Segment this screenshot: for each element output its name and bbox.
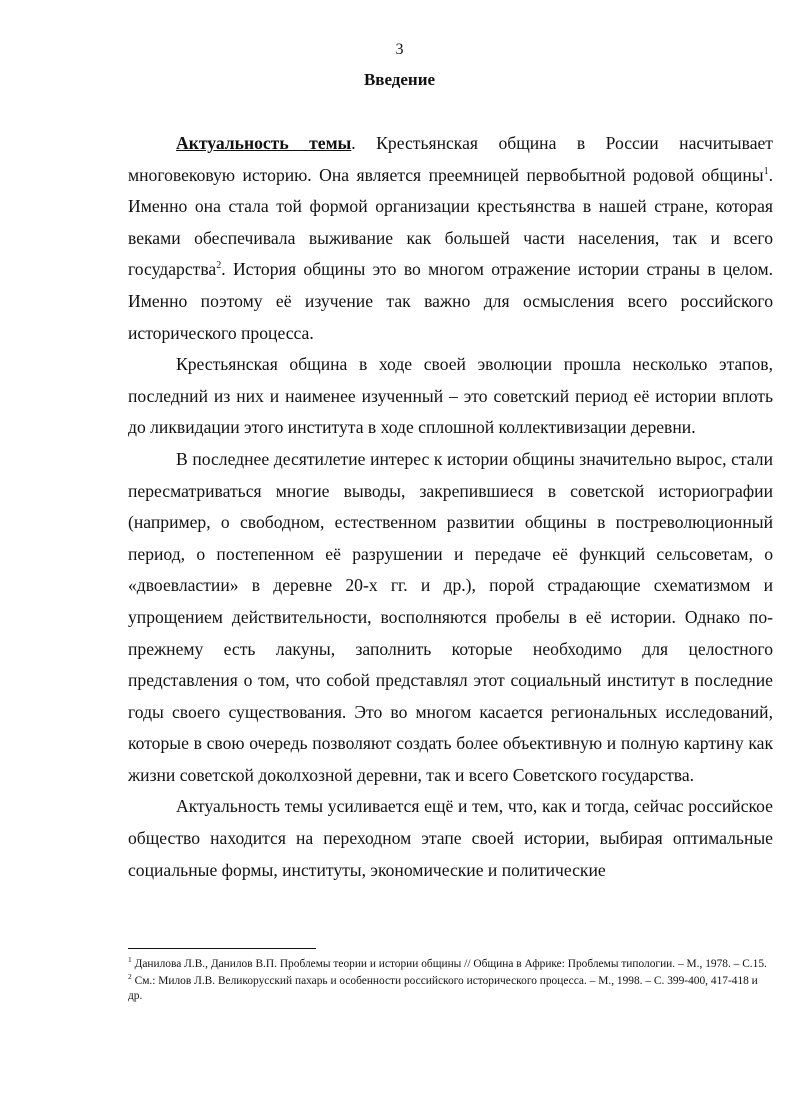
footnote-1 — [128, 957, 773, 972]
paragraph-1-text-a: . Крестьянская община в России насчитывает многовековую историю. Она является преемницей первобытной родовой общины — [128, 133, 774, 185]
page-number: 3 — [395, 41, 404, 58]
paragraph-1-text-b: . Именно она стала той формой организации крестьянства в нашей стране, которая веками обеспечивала выживание как большей части населения, так и всего государства — [128, 164, 773, 280]
footnote-marker-1: 1 — [128, 955, 132, 965]
footnotes — [128, 957, 773, 1007]
footnote-2-text: См.: Милов Л.В. Великорусский пахарь и особенности российского исторического процесса. – М., 1998. – С. 399-400, 417-418 и др. — [128, 975, 758, 1003]
footnote-2 — [128, 974, 773, 1004]
footnote-1-text: Данилова Л.В., Данилов В.П. Проблемы теории и истории общины // Община в Африке: Проблемы типологии. – М., 1978. – С.15. — [131, 958, 767, 970]
lead-term: Актуальность темы — [176, 133, 352, 153]
footnote-ref-2: 2 — [216, 260, 222, 272]
section-title: Введение — [363, 70, 436, 89]
footnote-divider — [128, 948, 316, 949]
paragraph-2: Крестьянская община в ходе своей эволюции прошла несколько этапов, последний из них и наименее изученный – это советский период её истории вплоть до ликвидации этого института в ходе сплошной коллективизации деревни. — [128, 354, 773, 438]
paragraph-4: Актуальность темы усиливается ещё и тем, что, как и тогда, сейчас российское общество находится на переходном этапе своей истории, выбирая оптимальные социальные формы, институты, экономические и политические — [128, 796, 773, 880]
body-text — [128, 128, 773, 886]
paragraph-3: В последнее десятилетие интерес к истории общины значительно вырос, стали пересматриваться многие выводы, закрепившиеся в советской историографии (например, о свободном, естественном развитии общины в постреволюционный период, о постепенном её разрушении и передаче её функций сельсоветам, о «двоевластии» в деревне 20-х гг. и др.), порой страдающие схематизмом и упрощением действительности, восполняются пробелы в её истории. Однако по-прежнему есть лакуны, заполнить которые необходимо для целостного представления о том, что собой представлял этот социальный институт в последние годы своего существования. Это во многом касается региональных исследований, которые в свою очередь позволяют создать более объективную и полную картину как жизни советской доколхозной деревни, так и всего Советского государства. — [128, 448, 773, 785]
paragraph-1 — [128, 128, 773, 349]
footnote-ref-1: 1 — [763, 165, 769, 177]
paragraph-1-text-c: . История общины это во многом отражение истории страны в целом. Именно поэтому её изучение так важно для осмысления всего российского исторического процесса. — [128, 259, 773, 343]
footnote-marker-2: 2 — [128, 972, 132, 982]
